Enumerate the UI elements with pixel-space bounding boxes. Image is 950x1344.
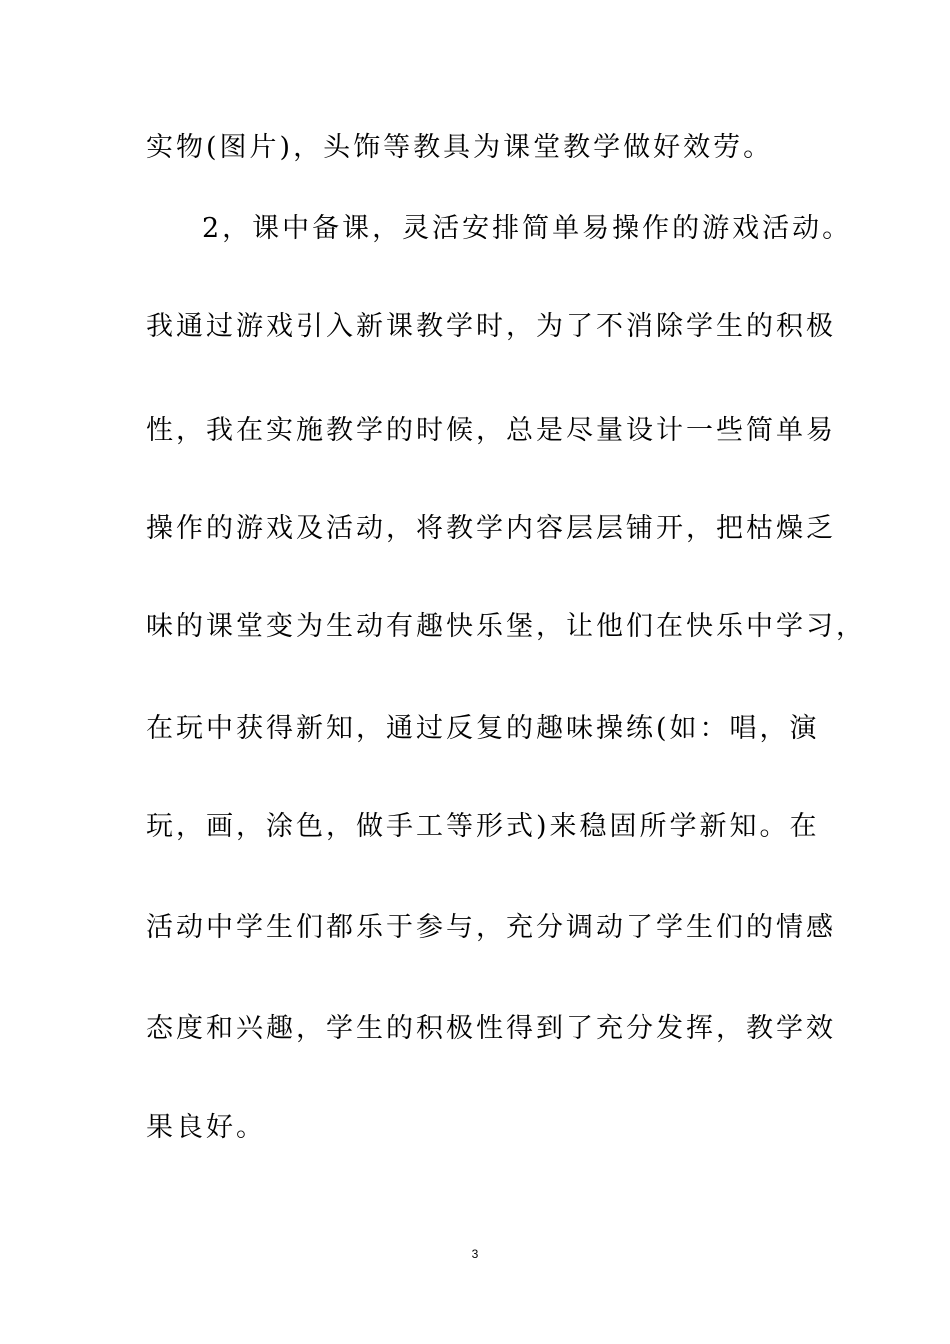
- page-number: 3: [471, 1247, 479, 1261]
- text-line-6: 味的课堂变为生动有趣快乐堡，让他们在快乐中学习，: [146, 611, 866, 642]
- text-line-2: 2，课中备课，灵活安排简单易操作的游戏活动。: [202, 213, 853, 244]
- text-line-3: 我通过游戏引入新课教学时，为了不消除学生的积极: [146, 311, 836, 342]
- text-line-11: 果良好。: [146, 1112, 266, 1143]
- text-line-8: 玩，画，涂色，做手工等形式)来稳固所学新知。在: [146, 811, 820, 842]
- text-line-10: 态度和兴趣，学生的积极性得到了充分发挥，教学效: [146, 1013, 836, 1044]
- text-line-7: 在玩中获得新知，通过反复的趣味操练(如：唱，演: [146, 713, 820, 744]
- text-line-9: 活动中学生们都乐于参与，充分调动了学生们的情感: [146, 912, 836, 943]
- text-line-5: 操作的游戏及活动，将教学内容层层铺开，把枯燥乏: [146, 513, 836, 544]
- text-line-1: 实物(图片)，头饰等教具为课堂教学做好效劳。: [146, 132, 774, 163]
- text-line-4: 性，我在实施教学的时候，总是尽量设计一些简单易: [146, 415, 836, 446]
